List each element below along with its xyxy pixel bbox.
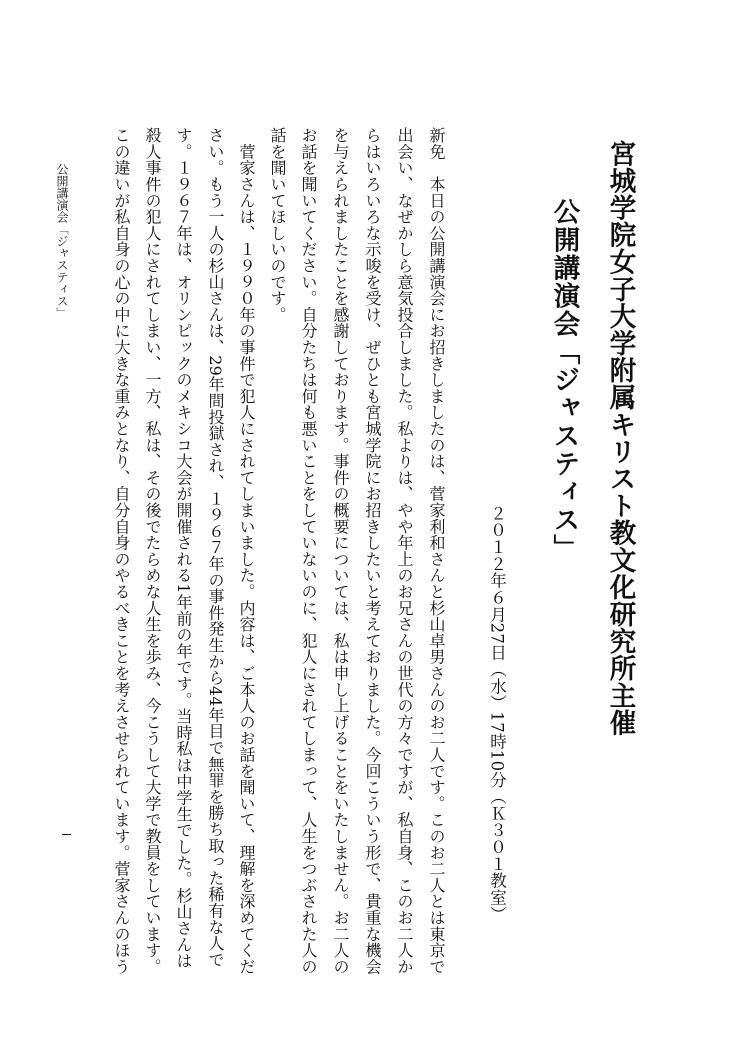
date-line: ２０１２年６月27日（水）17時10分（Ｋ３０１教室） xyxy=(487,505,507,923)
body-line: 新免 本日の公開講演会にお招きしましたのは、菅家利和さんと杉山卓男さんのお二人です。このお二人とは東京で xyxy=(427,127,446,975)
lecture-title: 公開講演会「ジャスティス」 xyxy=(548,198,580,562)
document-title: 宮城学院女子大学附属キリスト教文化研究所主催 xyxy=(604,140,636,737)
body-line: さい。もう一人の杉山さんは、29年間投獄され、１９６７年の事件発生から44年目で無罪を勝ち取った稀有な人で xyxy=(206,127,225,968)
body-line: お話を聞いてください。自分たちは何も悪いことをしていないのに、犯人にされてしまって、人生をつぶされた人の xyxy=(299,127,318,975)
body-line: 出会い、なぜかしら意気投合しました。私よりは、やや年上のお兄さんの世代の方々ですが、私自身、このお二人か xyxy=(395,127,414,975)
page-number xyxy=(62,834,71,835)
body-line: を与えられましたことを感謝しております。事件の概要については、私は申し上げることをいたしません。お二人の xyxy=(331,127,350,975)
body-line: らはいろいろな示唆を受け、ぜひとも宮城学院にお招きしたいと考えておりました。今回こういう形で、貴重な機会 xyxy=(363,127,382,975)
body-line: この違いが私自身の心の中に大きな重みとなり、自分自身のやるべきことを考えさせられています。菅家さんのほう xyxy=(112,127,131,975)
running-footer: 公開講演会「ジャスティス」 xyxy=(55,163,69,319)
body-line: 菅家さんは、１９９０年の事件で犯人にされてしまいました。内容は、ご本人のお話を聞いて、理解を深めてくだ xyxy=(237,127,256,975)
body-line: 話を聞いてほしいのです。 xyxy=(268,127,287,323)
body-line: す。１９６７年は、オリンピックのメキシコ大会が開催される1年前の年です。当時私は中学生でした。杉山さんは xyxy=(174,127,193,969)
body-line: 殺人事件の犯人にされてしまい、一方、私は、その後でたらめな人生を歩み、今こうして大学で教員をしています。 xyxy=(143,127,162,975)
